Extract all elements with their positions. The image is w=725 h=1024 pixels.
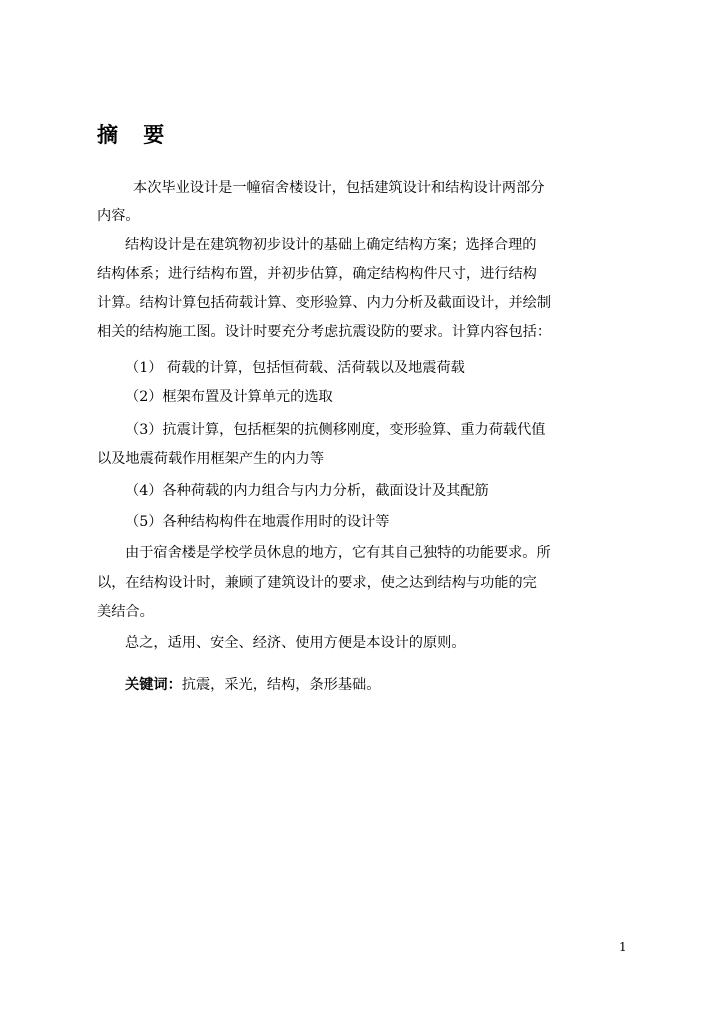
keywords-line [125, 675, 380, 695]
body-line: 结构设计是在建筑物初步设计的基础上确定结构方案；选择合理的 [125, 237, 537, 253]
list-item: （3）抗震计算，包括框架的抗侧移刚度，变形验算、重力荷载代值 [125, 422, 546, 438]
body-line: 总之，适用、安全、经济、使用方便是本设计的原则。 [125, 635, 466, 651]
keywords-label: 关键词： [125, 677, 182, 693]
page-number: 1 [619, 940, 627, 954]
list-item: （4）各种荷载的内力组合与内力分析，截面设计及其配筋 [125, 483, 489, 499]
keywords-text: 抗震，采光，结构，条形基础。 [181, 677, 381, 693]
body-line: 美结合。 [97, 604, 154, 620]
body-line: 由于宿舍楼是学校学员休息的地方，它有其自己独特的功能要求。所 [125, 545, 551, 561]
list-item: （1） 荷载的计算，包括恒荷载、活荷载以及地震荷载 [125, 360, 465, 376]
body-line: 结构体系；进行结构布置，并初步估算，确定结构构件尺寸，进行结构 [97, 266, 537, 282]
body-line: 以及地震荷载作用框架产生的内力等 [97, 451, 325, 467]
list-item: （2）框架布置及计算单元的选取 [125, 389, 333, 405]
body-line: 计算。结构计算包括荷载计算、变形验算、内力分析及截面设计，并绘制 [97, 295, 552, 311]
body-line: 相关的结构施工图。设计时要充分考虑抗震设防的要求。计算内容包括： [97, 324, 552, 340]
abstract-title: 摘 要 [97, 123, 174, 147]
body-line: 以，在结构设计时，兼顾了建筑设计的要求，使之达到结构与功能的完 [97, 575, 537, 591]
body-line: 内容。 [97, 208, 140, 224]
list-item: （5）各种结构构件在地震作用时的设计等 [125, 514, 390, 530]
body-line: 本次毕业设计是一幢宿舍楼设计，包括建筑设计和结构设计两部分 [133, 180, 545, 196]
